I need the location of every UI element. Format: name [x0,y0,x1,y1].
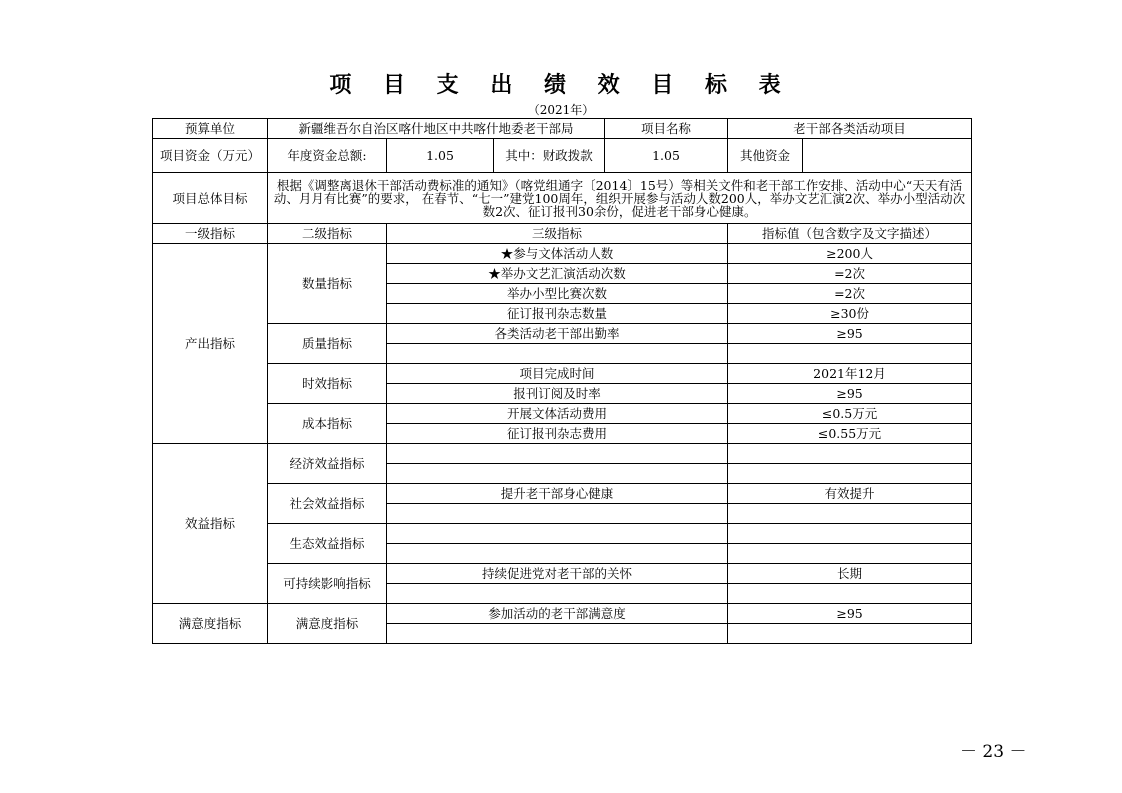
level2-timeliness: 时效指标 [268,364,387,404]
fund-row [153,139,972,173]
other-funds-value [803,139,972,173]
other-funds-label: 其他资金 [728,139,803,173]
budget-unit-value: 新疆维吾尔自治区喀什地区中共喀什地委老干部局 [268,119,605,139]
level2-quality: 质量指标 [268,324,387,364]
level1-satisfaction: 满意度指标 [153,604,268,644]
indicator-name-empty [387,344,728,364]
performance-table [152,118,972,644]
indicator-value: ≥95 [728,384,972,404]
overall-goal-label: 项目总体目标 [153,173,268,224]
indicator-name-empty [387,524,728,544]
indicator-name-empty [387,504,728,524]
level2-ecological: 生态效益指标 [268,524,387,564]
indicator-value-empty [728,344,972,364]
indicator-value: ≤0.5万元 [728,404,972,424]
level2-social: 社会效益指标 [268,484,387,524]
indicator-name-empty [387,464,728,484]
budget-unit-row [153,119,972,139]
table-row [153,364,972,384]
indicator-value: 长期 [728,564,972,584]
overall-goal-row [153,173,972,224]
indicator-value-empty [728,524,972,544]
level2-quantity: 数量指标 [268,244,387,324]
level2-economic: 经济效益指标 [268,444,387,484]
indicator-name: 报刊订阅及时率 [387,384,728,404]
indicator-value: =2次 [728,264,972,284]
overall-goal-text: 根据《调整离退休干部活动费标准的通知》（喀党组通字〔2014〕15号）等相关文件和老干部工作安排、活动中心“天天有活动、月月有比赛”的要求， 在春节、“七一”建党100周年，组织开展参与活动人数200人，举办文艺汇演2次、举办小型活动次数2次、征订报刊30余份，促进老干部身心健康。 [268,173,972,224]
indicator-value: 有效提升 [728,484,972,504]
indicator-value: ≥30份 [728,304,972,324]
page-title: 项 目 支 出 绩 效 目 标 表 [329,73,793,98]
table-row [153,324,972,344]
level2-cost: 成本指标 [268,404,387,444]
year-subtitle: （2021年） [527,103,595,117]
indicator-name-empty [387,584,728,604]
level1-benefit: 效益指标 [153,444,268,604]
table-row [153,604,972,624]
project-name-value: 老干部各类活动项目 [728,119,972,139]
fiscal-value: 1.05 [605,139,728,173]
header-value: 指标值（包含数字及文字描述） [728,224,972,244]
indicator-value-empty [728,584,972,604]
indicator-name: 项目完成时间 [387,364,728,384]
of-which-label: 其中：财政拨款 [494,139,605,173]
indicator-name: 征订报刊杂志费用 [387,424,728,444]
table-row [153,484,972,504]
annual-total-value: 1.05 [387,139,494,173]
indicator-value: 2021年12月 [728,364,972,384]
header-row [153,224,972,244]
table-row [153,524,972,544]
indicator-name: 举办小型比赛次数 [387,284,728,304]
indicator-name: 各类活动老干部出勤率 [387,324,728,344]
indicator-name-empty [387,624,728,644]
table-row [153,444,972,464]
page-number: － 23 － [960,742,1027,762]
table-row [153,404,972,424]
header-level2: 二级指标 [268,224,387,244]
indicator-value-empty [728,444,972,464]
indicator-name-empty [387,444,728,464]
indicator-value-empty [728,464,972,484]
level2-sustainable: 可持续影响指标 [268,564,387,604]
indicator-name: 持续促进党对老干部的关怀 [387,564,728,584]
indicator-name: ★举办文艺汇演活动次数 [387,264,728,284]
indicator-value: ≥95 [728,604,972,624]
header-level1: 一级指标 [153,224,268,244]
header-level3: 三级指标 [387,224,728,244]
table-row [153,244,972,264]
indicator-value: =2次 [728,284,972,304]
indicator-name: 开展文体活动费用 [387,404,728,424]
indicator-value-empty [728,504,972,524]
indicator-name-empty [387,544,728,564]
indicator-value-empty [728,624,972,644]
project-name-label: 项目名称 [605,119,728,139]
indicator-value: ≥200人 [728,244,972,264]
indicator-name: 参加活动的老干部满意度 [387,604,728,624]
level1-output: 产出指标 [153,244,268,444]
fund-label: 项目资金（万元） [153,139,268,173]
indicator-value: ≤0.55万元 [728,424,972,444]
budget-unit-label: 预算单位 [153,119,268,139]
table-row [153,564,972,584]
level2-satisfaction: 满意度指标 [268,604,387,644]
indicator-name: 提升老干部身心健康 [387,484,728,504]
indicator-name: ★参与文体活动人数 [387,244,728,264]
indicator-name: 征订报刊杂志数量 [387,304,728,324]
annual-total-label: 年度资金总额: [268,139,387,173]
indicator-value-empty [728,544,972,564]
indicator-value: ≥95 [728,324,972,344]
